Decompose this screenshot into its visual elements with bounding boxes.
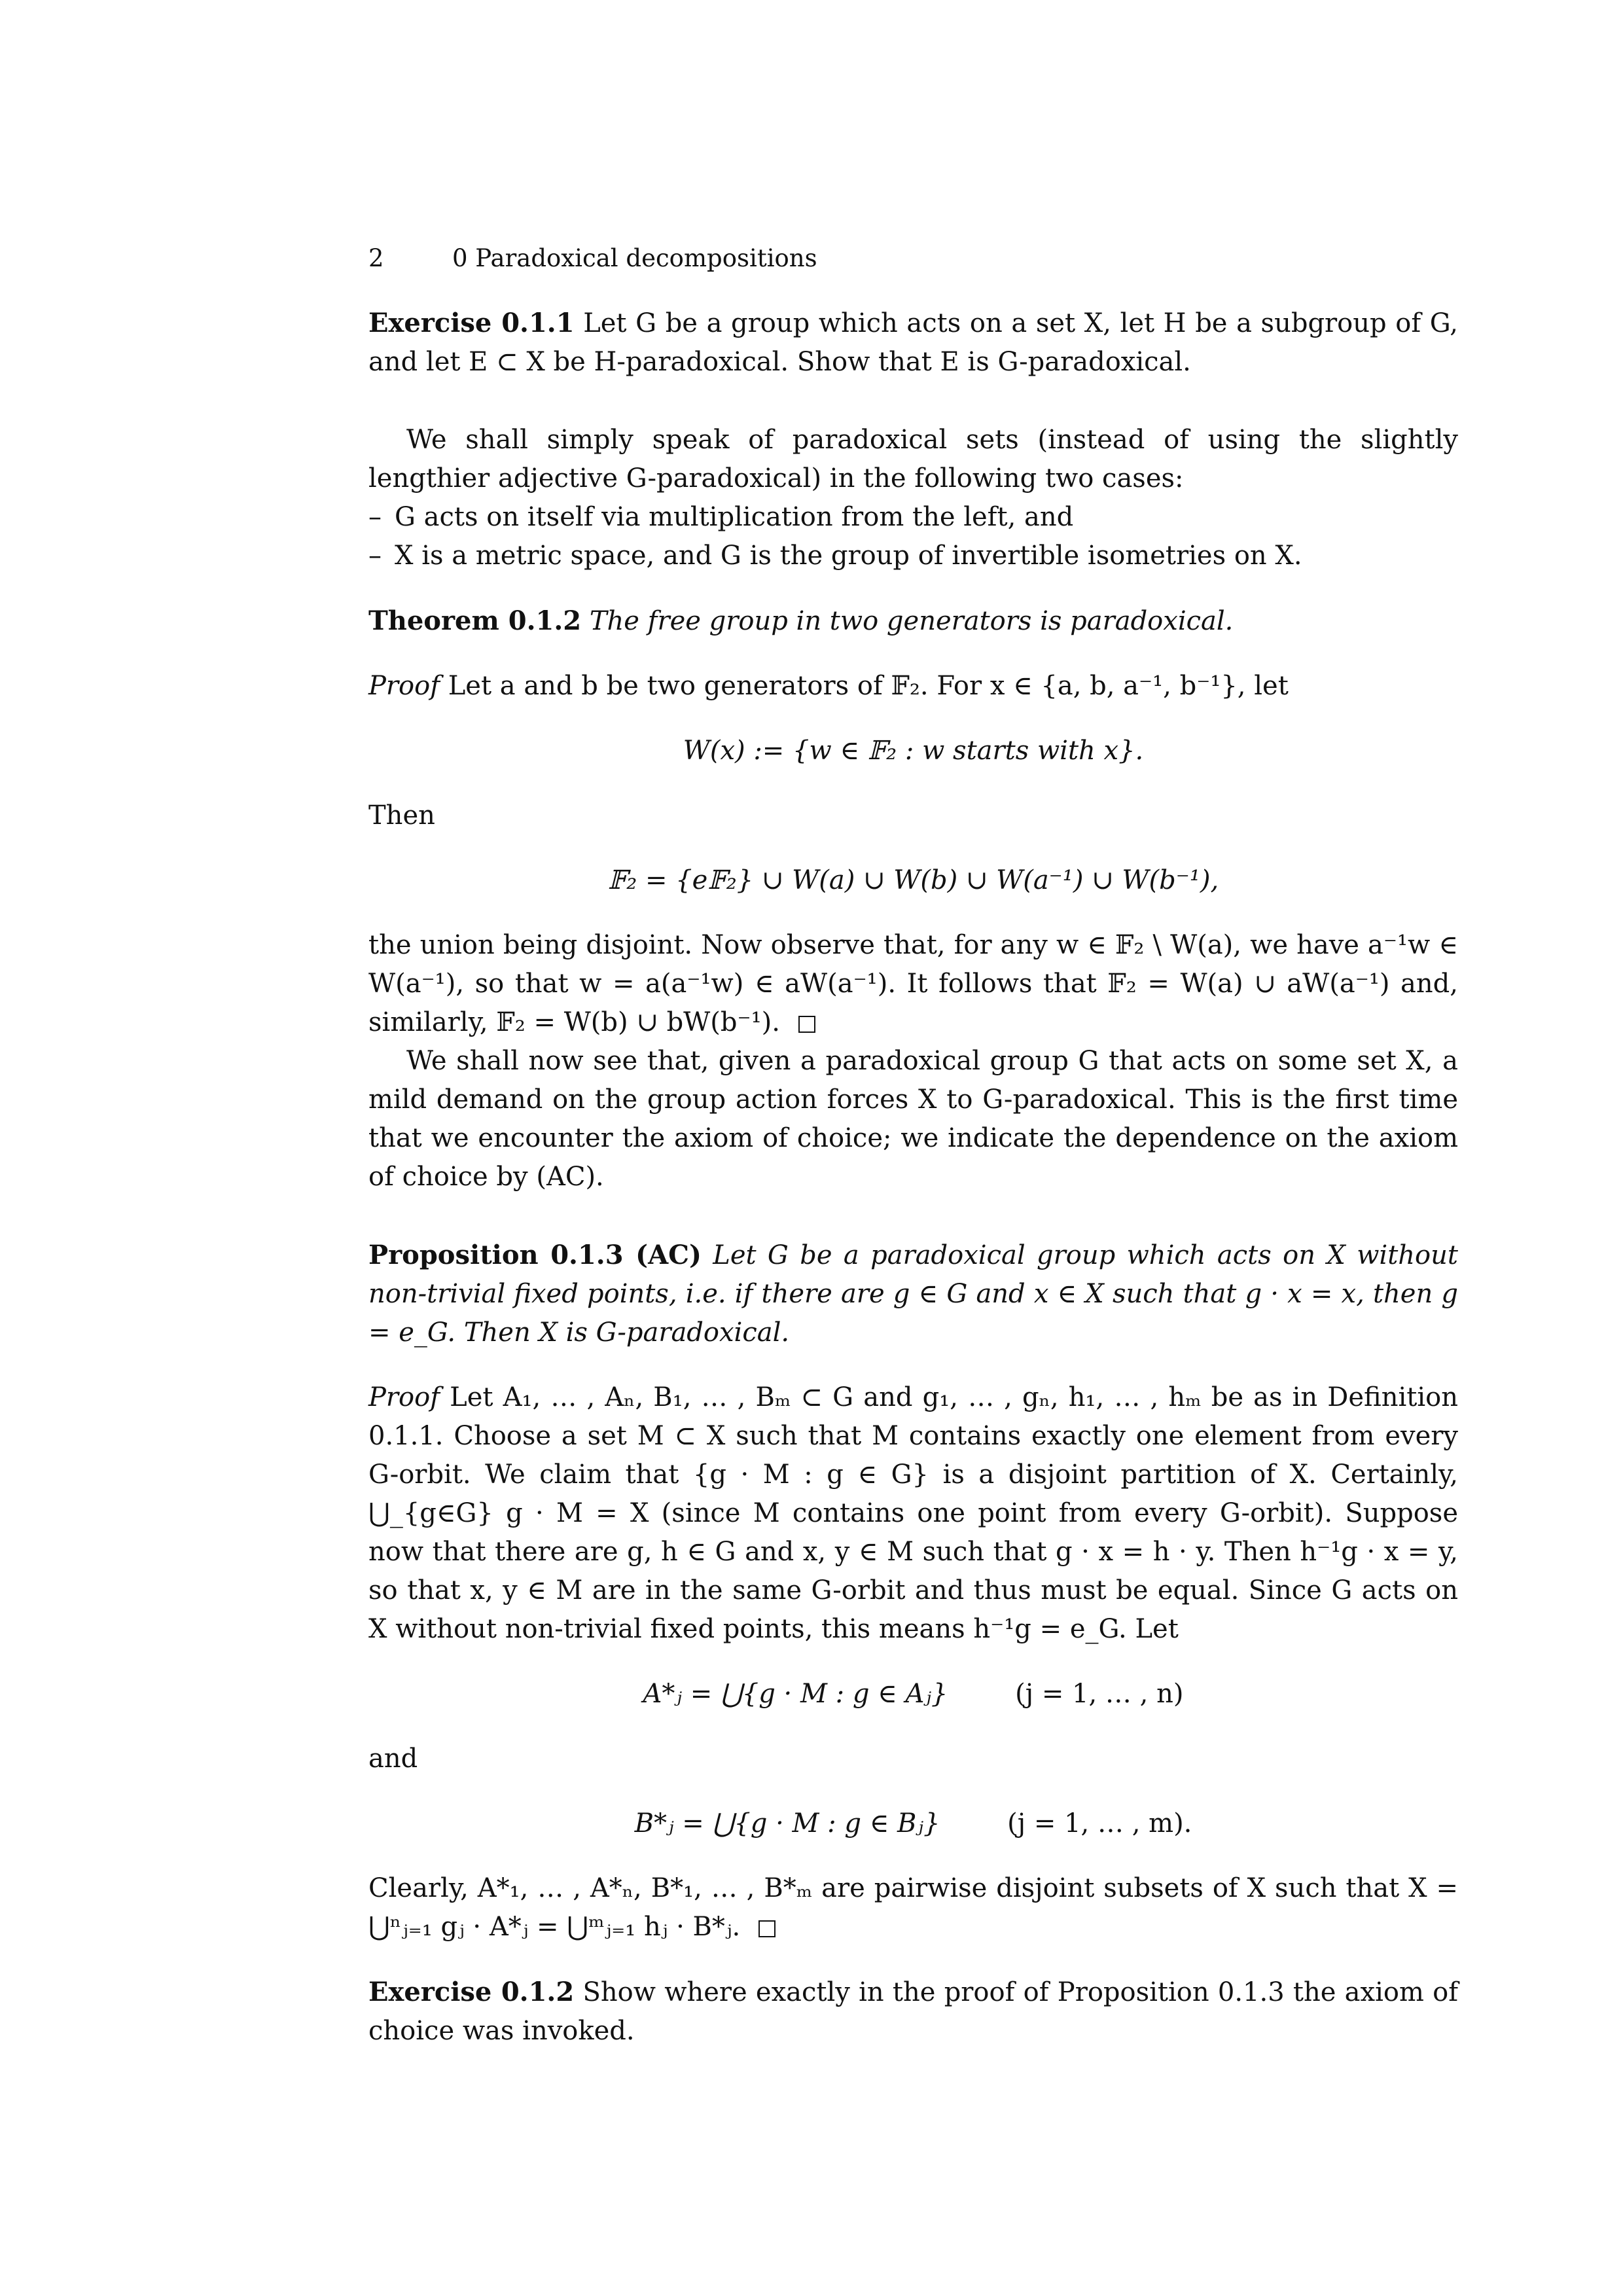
case-item-1: – G acts on itself via multiplication from the left, and: [368, 498, 1458, 537]
page-number: 2: [368, 244, 384, 272]
proof-1-continued: the union being disjoint. Now observe that, for any w ∈ 𝔽₂ \ W(a), we have a⁻¹w ∈ W(a⁻¹), so that w = a(a⁻¹w) ∈ aW(a⁻¹). It follows that 𝔽₂ = W(a) ∪ aW(a⁻¹) and, similarly, 𝔽₂ = W(b) ∪ bW(b⁻¹).: [368, 930, 1458, 1037]
exercise-label: Exercise 0.1.1: [368, 308, 575, 338]
qed-icon: [798, 1016, 815, 1033]
exercise-text: Let G be a group which acts on a set X, let H be a subgroup of G, and let E ⊂ X be H-paradoxical. Show that E is G-paradoxical.: [368, 308, 1458, 377]
and-word: and: [368, 1744, 418, 1774]
display-A-star: A*ⱼ = ⋃{g · M : g ∈ Aⱼ} (j = 1, … , n): [643, 1679, 1184, 1709]
page: [368, 239, 1458, 2051]
chapter-title: 0 Paradoxical decompositions: [452, 244, 817, 272]
theorem-0-1-2: [368, 601, 1458, 641]
display-F2-decomposition: 𝔽₂ = {e𝔽₂} ∪ W(a) ∪ W(b) ∪ W(a⁻¹) ∪ W(b⁻¹),: [607, 865, 1219, 895]
display-B-star: B*ⱼ = ⋃{g · M : g ∈ Bⱼ} (j = 1, … , m).: [634, 1808, 1192, 1839]
case-list: [368, 498, 1458, 575]
proposition-text: Let G be a paradoxical group which acts on X without non-trivial fixed points, i.e. if there are g ∈ G and x ∈ X such that g · x = x, then g = e_G. Then X is G-paradoxical.: [368, 1240, 1458, 1348]
proof-label: Proof: [368, 1382, 440, 1412]
exercise-0-1-2: [368, 1973, 1458, 2051]
intro-paragraph: We shall simply speak of paradoxical sets (instead of using the slightly lengthier adjective G-paradoxical) in the following two cases:: [368, 425, 1458, 493]
case-item-2: – X is a metric space, and G is the group of invertible isometries on X.: [368, 537, 1458, 575]
exercise-label: Exercise 0.1.2: [368, 1977, 575, 2007]
theorem-label: Theorem 0.1.2: [368, 605, 582, 636]
exercise-text: Show where exactly in the proof of Proposition 0.1.3 the axiom of choice was invoked.: [368, 1977, 1459, 2046]
running-header: [368, 239, 1458, 278]
qed-icon: [758, 1920, 776, 1937]
proof-2-conclusion: Clearly, A*₁, … , A*ₙ, B*₁, … , B*ₘ are pairwise disjoint subsets of X such that X = ⋃ⁿⱼ₌₁ gⱼ · A*ⱼ = ⋃ᵐⱼ₌₁ hⱼ · B*ⱼ.: [368, 1873, 1458, 1942]
proposition-label: Proposition 0.1.3 (AC): [368, 1240, 702, 1270]
proof-text: Let A₁, … , Aₙ, B₁, … , Bₘ ⊂ G and g₁, … , gₙ, h₁, … , hₘ be as in Definition 0.1.1. Choose a set M ⊂ X such that M contains exactly one element from every G-orbit. We claim that {g · M : g ∈ G} is a disjoint partition of X. Certainly, ⋃_{g∈G} g · M = X (since M contains one point from every G-orbit). Suppose now that there are g, h ∈ G and x, y ∈ M such that g · x = h · y. Then h⁻¹g · x = y, so that x, y ∈ M are in the same G-orbit and thus must be equal. Since G acts on X without non-trivial fixed points, this means h⁻¹g = e_G. Let: [368, 1382, 1458, 1644]
proof-1: [368, 667, 1458, 706]
then-word: Then: [368, 800, 435, 831]
proof-2: [368, 1378, 1458, 1649]
paragraph-axiom-of-choice: We shall now see that, given a paradoxical group G that acts on some set X, a mild demand on the group action forces X to G-paradoxical. This is the first time that we encounter the axiom of choice; we indicate the dependence on the axiom of choice by (AC).: [368, 1046, 1458, 1192]
proof-label: Proof: [368, 671, 440, 701]
proof-text: Let a and b be two generators of 𝔽₂. For x ∈ {a, b, a⁻¹, b⁻¹}, let: [448, 671, 1289, 701]
theorem-text: The free group in two generators is paradoxical.: [589, 606, 1234, 636]
proposition-0-1-3: [368, 1236, 1458, 1352]
display-W-definition: W(x) := {w ∈ 𝔽₂ : w starts with x}.: [683, 736, 1144, 766]
exercise-0-1-1: [368, 304, 1458, 382]
